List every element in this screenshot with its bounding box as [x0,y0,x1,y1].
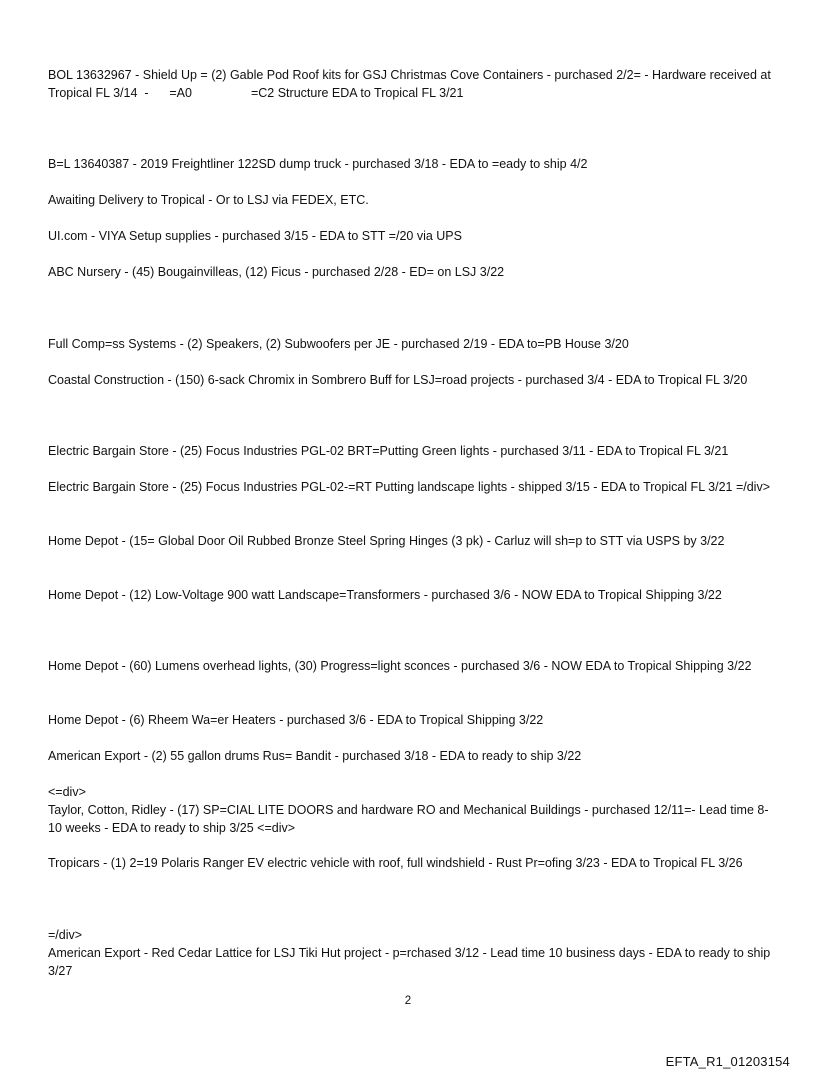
paragraph-rust-bandit: American Export - (2) 55 gallon drums Rus= Bandit - purchased 3/18 - EDA to ready to ship 3/22 [48,749,582,763]
paragraph-overhead-lights: Home Depot - (60) Lumens overhead lights, (30) Progress=light sconces - purchased 3/6 - NOW EDA to Tropical Shipping 3/22 [48,659,752,673]
paragraph-polaris-ranger: Tropicars - (1) 2=19 Polaris Ranger EV electric vehicle with roof, full windshield - Rust Pr=ofing 3/23 - EDA to Tropical FL 3/26 [48,856,743,870]
paragraph-viya-setup: UI.com - VIYA Setup supplies - purchased 3/15 - EDA to STT =/20 via UPS [48,229,462,243]
paragraph-water-heaters: Home Depot - (6) Rheem Wa=er Heaters - purchased 3/6 - EDA to Tropical Shipping 3/22 [48,713,544,727]
paragraph-spring-hinges: Home Depot - (15= Global Door Oil Rubbed Bronze Steel Spring Hinges (3 pk) - Carluz will sh=p to STT via USPS by 3/22 [48,534,725,548]
paragraph-abc-nursery: ABC Nursery - (45) Bougainvilleas, (12) Ficus - purchased 2/28 - ED= on LSJ 3/22 [48,265,505,279]
paragraph-speakers: Full Comp=ss Systems - (2) Speakers, (2) Subwoofers per JE - purchased 2/19 - EDA to=PB House 3/20 [48,337,629,351]
paragraph-chromix: Coastal Construction - (150) 6-sack Chromix in Sombrero Buff for LSJ=road projects - purchased 3/4 - EDA to Tropical FL 3/20 [48,373,748,387]
paragraph-awaiting-delivery: Awaiting Delivery to Tropical - Or to LSJ via FEDEX, ETC. [48,193,369,207]
paragraph-landscape-lights: Electric Bargain Store - (25) Focus Industries PGL-02-=RT Putting landscape lights - shipped 3/15 - EDA to Tropical FL 3/21 =/div> [48,480,771,494]
paragraph-cedar-lattice: =/div> American Export - Red Cedar Lattice for LSJ Tiki Hut project - p=rchased 3/12 - Lead time 10 business days - EDA to ready to ship 3/27 [48,928,771,978]
paragraph-transformers: Home Depot - (12) Low-Voltage 900 watt Landscape=Transformers - purchased 3/6 - NOW EDA to Tropical Shipping 3/22 [48,588,722,602]
paragraph-freightliner-truck: B=L 13640387 - 2019 Freightliner 122SD dump truck - purchased 3/18 - EDA to =eady to ship 4/2 [48,157,588,171]
document-id: EFTA_R1_01203154 [665,1054,790,1069]
paragraph-special-lite-doors: <=div> Taylor, Cotton, Ridley - (17) SP=CIAL LITE DOORS and hardware RO and Mechanical Buildings - purchased 12/11=- Lead time 8-10 weeks - EDA to ready to ship 3/25 <=div> [48,785,769,835]
page-number: 2 [404,995,412,1007]
paragraph-shield-up-roof-kits: BOL 13632967 - Shield Up = (2) Gable Pod Roof kits for GSJ Christmas Cove Containers - purchased 2/2= - Hardware received at Tropical FL 3/14 - =A0 =C2 Structure EDA to Tropical FL 3/21 [48,68,775,100]
paragraph-putting-green-lights: Electric Bargain Store - (25) Focus Industries PGL-02 BRT=Putting Green lights - purchased 3/11 - EDA to Tropical FL 3/21 [48,444,729,458]
